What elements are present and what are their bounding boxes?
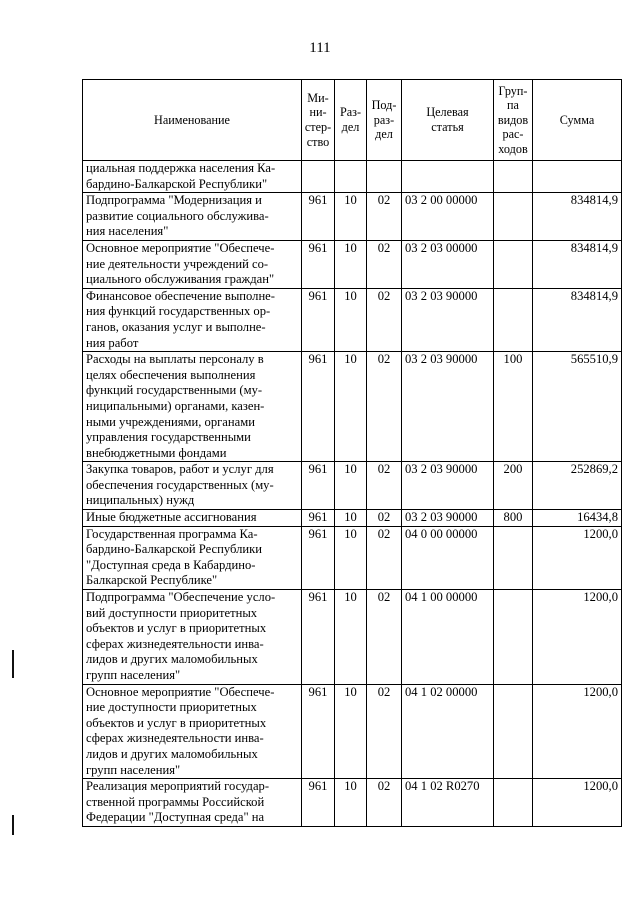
row-amount: 1200,0 <box>533 590 622 685</box>
row-expense-group: 800 <box>494 510 533 527</box>
name-line: ганов, оказания услуг и выполне- <box>86 319 266 334</box>
row-name <box>83 240 302 288</box>
table-row <box>83 510 622 527</box>
row-section: 10 <box>335 779 367 827</box>
name-line: ными учреждениями, органами <box>86 414 255 429</box>
row-subsection: 02 <box>367 288 402 351</box>
name-line: циальная поддержка населения Ка- <box>86 161 276 175</box>
row-subsection: 02 <box>367 240 402 288</box>
name-line: Балкарской Республике" <box>86 573 218 588</box>
name-line: ственной программы Российской <box>86 794 265 809</box>
row-subsection: 02 <box>367 526 402 589</box>
header-subsection: Под- раз- дел <box>367 80 402 161</box>
row-expense-group: 100 <box>494 352 533 462</box>
row-section: 10 <box>335 352 367 462</box>
row-amount: 565510,9 <box>533 352 622 462</box>
name-line: Иные бюджетные ассигнования <box>86 510 257 525</box>
row-name <box>83 193 302 241</box>
name-line: Основное мероприятие "Обеспече- <box>86 684 275 699</box>
header-amount: Сумма <box>533 80 622 161</box>
row-amount: 1200,0 <box>533 684 622 779</box>
name-line: объектов и услуг в приоритетных <box>86 621 267 636</box>
row-name <box>83 352 302 462</box>
row-expense-group <box>494 288 533 351</box>
header-row <box>83 80 622 161</box>
row-name <box>83 684 302 779</box>
name-line: ние доступности приоритетных <box>86 700 257 715</box>
header-target: Целевая статья <box>402 80 494 161</box>
name-line: развитие социального обслужива- <box>86 208 269 223</box>
name-line: Подпрограмма "Модернизация и <box>86 193 262 208</box>
row-section: 10 <box>335 288 367 351</box>
row-ministry: 961 <box>302 240 335 288</box>
name-line: Финансовое обеспечение выполне- <box>86 288 275 303</box>
name-line: объектов и услуг в приоритетных <box>86 715 267 730</box>
name-line: сферах жизнедеятельности инва- <box>86 636 264 651</box>
row-expense-group <box>494 193 533 241</box>
row-amount: 1200,0 <box>533 526 622 589</box>
name-line: целях обеспечения выполнения <box>86 367 256 382</box>
row-amount: 834814,9 <box>533 240 622 288</box>
row-amount: 1200,0 <box>533 779 622 827</box>
name-line: Реализация мероприятий государ- <box>86 779 270 794</box>
row-ministry: 961 <box>302 510 335 527</box>
name-line: "Доступная среда в Кабардино- <box>86 557 256 572</box>
name-line: бардино-Балкарской Республики <box>86 542 262 557</box>
name-line: функций государственными (му- <box>86 383 263 398</box>
name-line: Расходы на выплаты персоналу в <box>86 352 264 367</box>
row-target: 03 2 03 90000 <box>402 510 494 527</box>
row-ministry <box>302 161 335 193</box>
table-row <box>83 779 622 827</box>
name-line: Федерации "Доступная среда" на <box>86 810 265 825</box>
header-expense-group: Груп- па видов рас- ходов <box>494 80 533 161</box>
name-line: групп населения" <box>86 762 181 777</box>
table-row <box>83 526 622 589</box>
row-target: 04 1 02 00000 <box>402 684 494 779</box>
row-expense-group <box>494 684 533 779</box>
name-line: Подпрограмма "Обеспечение усло- <box>86 590 276 605</box>
row-ministry: 961 <box>302 526 335 589</box>
name-line: ния населения" <box>86 224 169 239</box>
row-section: 10 <box>335 462 367 510</box>
row-name <box>83 590 302 685</box>
row-name <box>83 526 302 589</box>
row-target: 04 1 00 00000 <box>402 590 494 685</box>
table-row <box>83 193 622 241</box>
row-subsection: 02 <box>367 779 402 827</box>
row-section: 10 <box>335 590 367 685</box>
row-section: 10 <box>335 510 367 527</box>
row-subsection: 02 <box>367 590 402 685</box>
row-target: 04 0 00 00000 <box>402 526 494 589</box>
row-amount: 252869,2 <box>533 462 622 510</box>
row-target: 03 2 03 90000 <box>402 288 494 351</box>
row-expense-group <box>494 240 533 288</box>
name-line: ние деятельности учреждений со- <box>86 256 269 271</box>
row-ministry: 961 <box>302 288 335 351</box>
row-expense-group <box>494 161 533 193</box>
budget-table <box>82 79 622 827</box>
name-line: ниципальных) нужд <box>86 493 195 508</box>
row-section: 10 <box>335 684 367 779</box>
row-ministry: 961 <box>302 779 335 827</box>
row-ministry: 961 <box>302 193 335 241</box>
row-expense-group <box>494 779 533 827</box>
name-line: обеспечения государственных (му- <box>86 477 274 492</box>
name-line: внебюджетными фондами <box>86 445 227 460</box>
row-amount: 16434,8 <box>533 510 622 527</box>
row-subsection <box>367 161 402 193</box>
row-section: 10 <box>335 193 367 241</box>
row-name <box>83 462 302 510</box>
name-line: лидов и других маломобильных <box>86 652 258 667</box>
name-line: бардино-Балкарской Республики" <box>86 176 268 191</box>
name-line: ния функций государственных ор- <box>86 304 271 319</box>
row-target: 03 2 03 90000 <box>402 462 494 510</box>
name-line: Государственная программа Ка- <box>86 526 258 541</box>
row-expense-group <box>494 590 533 685</box>
row-section: 10 <box>335 526 367 589</box>
row-name <box>83 288 302 351</box>
name-line: групп населения" <box>86 668 181 682</box>
table-row <box>83 288 622 351</box>
row-expense-group: 200 <box>494 462 533 510</box>
name-line: ниципальными) органами, казен- <box>86 398 265 413</box>
row-amount <box>533 161 622 193</box>
table-row <box>83 462 622 510</box>
header-section: Раз- дел <box>335 80 367 161</box>
row-name <box>83 161 302 193</box>
table-row <box>83 352 622 462</box>
name-line: ния работ <box>86 335 139 350</box>
row-ministry: 961 <box>302 462 335 510</box>
row-ministry: 961 <box>302 684 335 779</box>
header-ministry: Ми- ни- стер- ство <box>302 80 335 161</box>
row-ministry: 961 <box>302 590 335 685</box>
row-amount: 834814,9 <box>533 288 622 351</box>
row-subsection: 02 <box>367 193 402 241</box>
row-expense-group <box>494 526 533 589</box>
name-line: лидов и других маломобильных <box>86 746 258 761</box>
name-line: управления государственными <box>86 430 251 445</box>
row-name <box>83 779 302 827</box>
row-target: 03 2 03 00000 <box>402 240 494 288</box>
row-section <box>335 161 367 193</box>
name-line: сферах жизнедеятельности инва- <box>86 731 264 746</box>
row-target: 03 2 03 90000 <box>402 352 494 462</box>
page-number: 111 <box>309 40 331 56</box>
row-target: 03 2 00 00000 <box>402 193 494 241</box>
row-subsection: 02 <box>367 462 402 510</box>
row-ministry: 961 <box>302 352 335 462</box>
row-subsection: 02 <box>367 510 402 527</box>
row-target: 04 1 02 R0270 <box>402 779 494 827</box>
name-line: вий доступности приоритетных <box>86 605 258 620</box>
row-amount: 834814,9 <box>533 193 622 241</box>
name-line: Закупка товаров, работ и услуг для <box>86 462 274 477</box>
table-row <box>83 590 622 685</box>
row-target <box>402 161 494 193</box>
header-name: Наименование <box>83 80 302 161</box>
row-subsection: 02 <box>367 352 402 462</box>
name-line: Основное мероприятие "Обеспече- <box>86 240 275 255</box>
row-name <box>83 510 302 527</box>
row-section: 10 <box>335 240 367 288</box>
table-row <box>83 240 622 288</box>
table-row <box>83 684 622 779</box>
table-row <box>83 161 622 193</box>
name-line: циального обслуживания граждан" <box>86 272 275 287</box>
row-subsection: 02 <box>367 684 402 779</box>
scan-mark <box>12 650 14 678</box>
scan-mark <box>12 815 14 835</box>
